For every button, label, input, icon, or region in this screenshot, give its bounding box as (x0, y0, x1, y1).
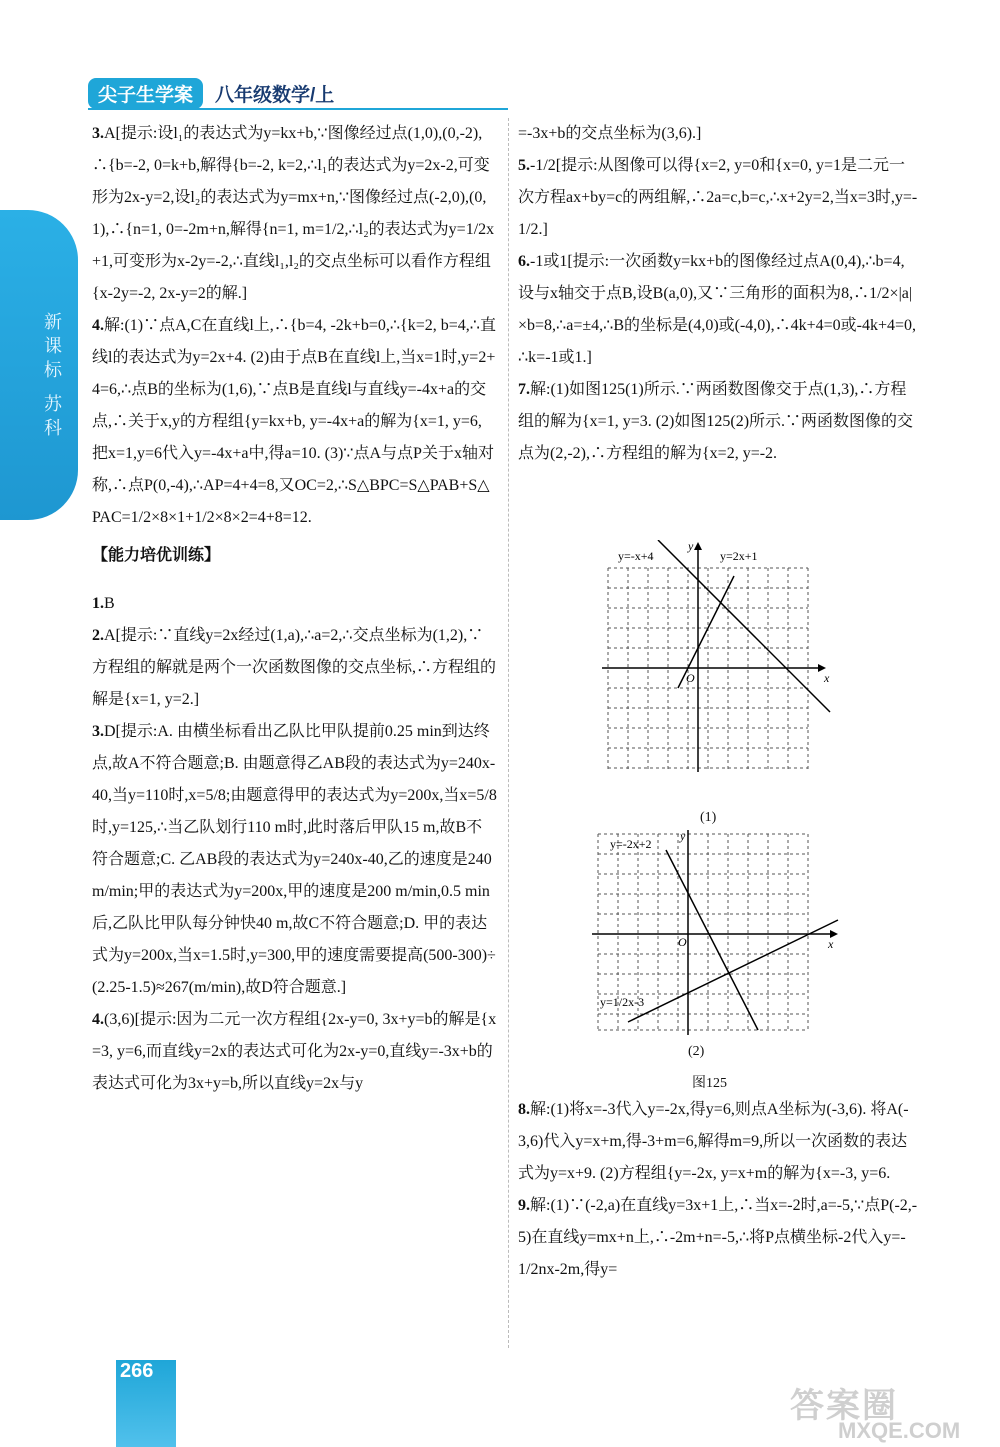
svg-text:O: O (678, 935, 687, 949)
watermark-url: MXQE.COM (838, 1418, 961, 1443)
page-number: 266 (120, 1360, 154, 1382)
answer-item: 4.解:(1)∵点A,C在直线l上,∴{b=4, -2k+b=0,∴{k=2, b=4,∴直线l的表达式为y=2x+4. (2)由于点B在直线l上,当x=1时,y=2+4=6,∴点B的坐标为(1,6),∵点B是直线l与直线y=-4x+a的交点,∴关于x,y的方程组{y=kx+b, y=-4x+a的解为{x=1, y=6,把x=1,y=6代入y=-4x+a中,得a=10. (3)∵点A与点P关于x轴对称,∴点P(0,-4),∴AP=4+4=8,又OC=2,∴S△BPC=S△PAB+S△PAC=1/2×8×1+1/2×8×2=4+8=12. (92, 317, 496, 526)
column-divider (508, 118, 510, 1348)
side-char: 课 (44, 336, 62, 356)
answer-item: =-3x+b的交点坐标为(3,6).] (518, 125, 702, 142)
section-title: 【能力培优训练】 (92, 547, 221, 564)
answer-item: 8.解:(1)将x=-3代入y=-2x,得y=6,则点A坐标为(-3,6). 将A(-3,6)代入y=x+m,得-3+m=6,解得m=9,所以一次函数的表达式为y=x+9. (2)方程组{y=-2x, y=x+m的解为{x=-3, y=6. (518, 1101, 909, 1182)
side-label (38, 310, 68, 440)
svg-text:y: y (680, 830, 686, 843)
answer-item: 5.-1/2[提示:从图像可以得{x=2, y=0和{x=0, y=1是二元一次方程ax+by=c的两组解,∴2a=c,b=c,∴x+2y=2,当x=3时,y=-1/2.] (518, 157, 918, 238)
svg-text:x: x (828, 937, 834, 951)
answer-item: 7.解:(1)如图125(1)所示.∵两函数图像交于点(1,3),∴方程组的解为{x=1, y=3. (2)如图125(2)所示.∵两函数图像的交点为(2,-2),∴方程组的解为{x=2, y=-2. (518, 381, 914, 462)
right-column (518, 118, 918, 470)
answer-item: 6.-1或1[提示:一次函数y=kx+b的图像经过点A(0,4),∴b=4,设与x轴交于点B,设B(a,0),又∵三角形的面积为8,∴1/2×|a|×b=8,∴a=±4,∴B的坐标是(4,0)或(-4,0),∴4k+4=0或-4k+4=0,∴k=-1或1.] (518, 253, 917, 366)
figure-label-1: (1) (700, 810, 717, 825)
figure-caption: 图125 (692, 1076, 727, 1091)
graph-figure-1 (600, 540, 840, 810)
left-column (92, 118, 497, 1100)
answer-item: 2.A[提示:∵直线y=2x经过(1,a),∴a=2,∴交点坐标为(1,2),∵方程组的解就是两个一次函数图像的交点坐标,∴方程组的解是{x=1, y=2.] (92, 627, 497, 708)
brand-logo: 尖子生学案 (88, 78, 203, 109)
side-char: 新 (44, 312, 62, 332)
svg-text:y: y (688, 540, 694, 553)
answer-item: 9.解:(1)∵(-2,a)在直线y=3x+1上,∴当x=-2时,a=-5,∵点P(-2,-5)在直线y=mx+n上,∴-2m+n=-5,∴将P点横坐标-2代入y=-1/2nx-2m,得y= (518, 1197, 918, 1278)
right-column-2 (518, 1094, 918, 1286)
side-char: 苏 (44, 394, 62, 414)
side-char: 标 (44, 360, 62, 380)
graph-figure-2 (588, 830, 848, 1050)
figure-label-2: (2) (688, 1044, 705, 1059)
side-char: 科 (44, 418, 62, 438)
line-label-2: y=1/2x-3 (600, 995, 645, 1009)
svg-text:O: O (686, 671, 695, 685)
subject-title: 八年级数学/上 (215, 84, 335, 106)
line-label-1: y=-2x+2 (610, 837, 652, 851)
line-label-2: y=2x+1 (720, 549, 758, 563)
line-label-1: y=-x+4 (618, 549, 654, 563)
watermark-logo: 答案圈 (790, 1387, 898, 1425)
page-header (88, 78, 334, 108)
answer-item: 3.D[提示:A. 由横坐标看出乙队比甲队提前0.25 min到达终点,故A不符合题意;B. 由题意得乙AB段的表达式为y=240x-40,当y=110时,x=5/8;由题意得甲的表达式为y=200x,当x=5/8时,y=125,∴当乙队划行110 m时,此时落后甲队15 m,故B不符合题意;C. 乙AB段的表达式为y=240x-40,乙的速度是240 m/min;甲的表达式为y=200x,甲的速度是200 m/min,0.5 min后,乙队比甲队每分钟快40 m,故C不符合题意;D. 甲的表达式为y=200x,当x=1.5时,y=300,甲的速度需要提高(500-300)÷(2.25-1.5)≈267(m/min),故D符合题意.] (92, 723, 497, 996)
answer-item: 4.(3,6)[提示:因为二元一次方程组{2x-y=0, 3x+y=b的解是{x=3, y=6,而直线y=2x的表达式可化为2x-y=0,直线y=-3x+b的表达式可化为3x+y=b,所以直线y=2x与y (92, 1011, 497, 1092)
svg-text:x: x (824, 671, 830, 685)
answer-item: 1.B (92, 595, 115, 612)
answer-item: 3.A[提示:设l₁的表达式为y=kx+b,∵图像经过点(1,0),(0,-2),∴{b=-2, 0=k+b,解得{b=-2, k=2,∴l₁的表达式为y=2x-2,可变形为2x-y=2,设l₂的表达式为y=mx+n,∵图像经过点(-2,0),(0,1),∴{n=1, 0=-2m+n,解得{n=1, m=1/2,∴l₂的表达式为y=1/2x+1,可变形为x-2y=-2,∴直线l₁,l₂的交点坐标可以看作方程组{x-2y=-2, 2x-y=2的解.] (92, 125, 495, 302)
header-rule (88, 108, 508, 110)
